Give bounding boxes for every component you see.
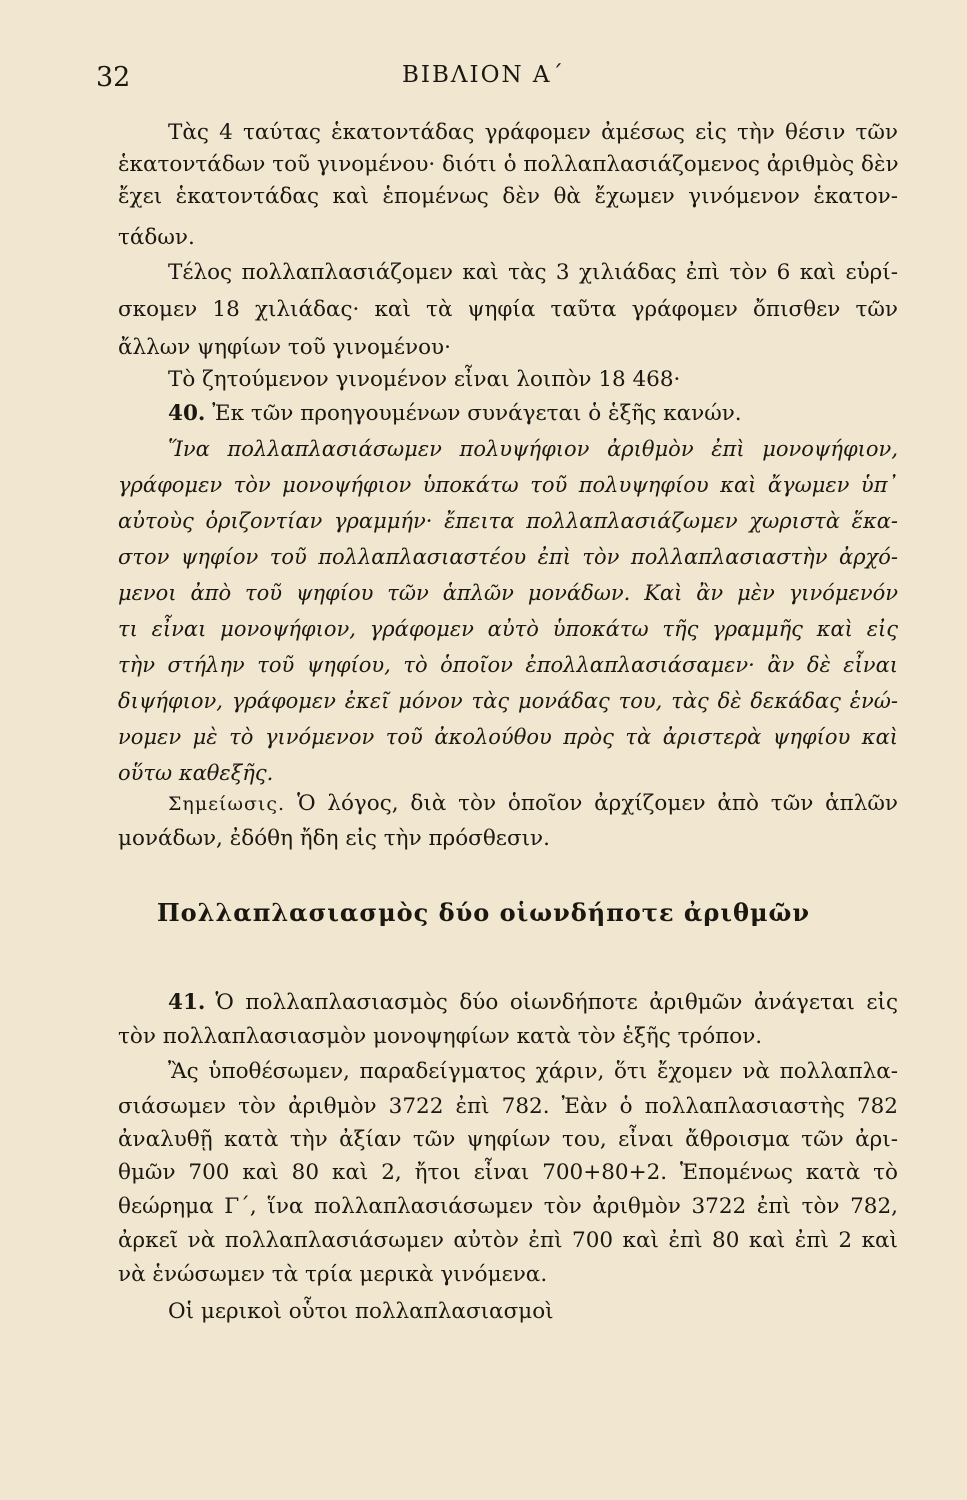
section-title: Πολλαπλασιασμὸς δύο οἱωνδήποτε ἀριθμῶν	[156, 898, 811, 927]
text-line: Τὸ ζητούμενον γινομένον εἶναι λοιπὸν 18 468·	[168, 367, 681, 392]
text-line: θεώρημα Γ΄, ἵνα πολλαπλασιάσωμεν τὸν ἀριθμὸν 3722 ἐπὶ τὸν 782,	[118, 1194, 898, 1219]
text-line: σκομεν 18 χιλιάδας· καὶ τὰ ψηφία ταῦτα γράφομεν ὄπισθεν τῶν	[118, 297, 898, 322]
text-line: Τέλος πολλαπλασιάζομεν καὶ τὰς 3 χιλιάδας ἐπὶ τὸν 6 καὶ εὑρί-	[168, 260, 898, 285]
text-line: Ἂς ὑποθέσωμεν, παραδείγματος χάριν, ὅτι ἔχομεν νὰ πολλαπλα-	[168, 1059, 898, 1084]
rule-line: στον ψηφίον τοῦ πολλαπλασιαστέου ἐπὶ τὸν πολλαπλασιαστὴν ἀρχό-	[118, 545, 898, 569]
rule-line: γράφομεν τὸν μονοψήφιον ὑποκάτω τοῦ πολυψηφίου καὶ ἄγωμεν ὑπ᾽	[118, 473, 898, 497]
section-41-first-line	[168, 988, 898, 1018]
note-line	[168, 789, 898, 819]
text-line: τὸν πολλαπλασιασμὸν μονοψηφίων κατὰ τὸν ἑξῆς τρόπον.	[118, 1024, 763, 1049]
text-line: Τὰς 4 ταύτας ἑκατοντάδας γράφομεν ἀμέσως εἰς τὴν θέσιν τῶν	[168, 120, 898, 145]
text-line: θμῶν 700 καὶ 80 καὶ 2, ἤτοι εἶναι 700+80+2. Ἑπομένως κατὰ τὸ	[118, 1160, 898, 1185]
text-line: ἀρκεῖ νὰ πολλαπλασιάσωμεν αὐτὸν ἐπὶ 700 καὶ ἐπὶ 80 καὶ ἐπὶ 2 καὶ	[118, 1228, 898, 1253]
rule-line: τὴν στήλην τοῦ ψηφίου, τὸ ὁποῖον ἐπολλαπλασιάσαμεν· ἂν δὲ εἶναι	[118, 653, 898, 677]
text-line: νὰ ἑνώσωμεν τὰ τρία μερικὰ γινόμενα.	[118, 1262, 548, 1287]
text-line: ἄλλων ψηφίων τοῦ γινομένου·	[118, 335, 451, 360]
rule-line: μενοι ἀπὸ τοῦ ψηφίου τῶν ἁπλῶν μονάδων. Καὶ ἂν μὲν γινόμενόν	[118, 581, 898, 605]
running-title: ΒΙΒΛΙΟΝ Α΄	[402, 62, 565, 88]
text-line: ἑκατοντάδων τοῦ γινομένου· διότι ὁ πολλαπλασιάζομενος ἀριθμὸς δὲν	[118, 152, 899, 177]
text-line: ἀναλυθῇ κατὰ τὴν ἀξίαν τῶν ψηφίων του, εἶναι ἄθροισμα τῶν ἀρι-	[118, 1127, 898, 1152]
rule-line: οὕτω καθεξῆς.	[118, 761, 274, 785]
section-40-intro: Ἐκ τῶν προηγουμένων συνάγεται ὁ ἑξῆς κανών.	[212, 401, 742, 426]
note-label: Σημείωσις.	[168, 793, 286, 815]
text-line: Ὁ πολλαπλασιασμὸς δύο οἱωνδήποτε ἀριθμῶν ἀνάγεται εἰς	[215, 990, 898, 1015]
rule-line: αὐτοὺς ὁριζοντίαν γραμμήν· ἔπειτα πολλαπλασιάζωμεν χωριστὰ ἕκα-	[118, 509, 898, 533]
page-number: 32	[96, 62, 131, 93]
rule-line: νομεν μὲ τὸ γινόμενον τοῦ ἀκολούθου πρὸς τὰ ἀριστερὰ ψηφίου καὶ	[118, 725, 898, 749]
text-line: τάδων.	[118, 225, 195, 250]
section-40-intro-line	[168, 399, 898, 429]
text-line: Οἱ μερικοὶ οὗτοι πολλαπλασιασμοὶ	[168, 1299, 554, 1324]
rule-line: τι εἶναι μονοψήφιον, γράφομεν αὐτὸ ὑποκάτω τῆς γραμμῆς καὶ εἰς	[118, 617, 898, 641]
section-number: 41.	[168, 990, 206, 1015]
text-line: ἔχει ἑκατοντάδας καὶ ἑπομένως δὲν θὰ ἔχωμεν γινόμενον ἑκατον-	[118, 184, 898, 209]
note-text: Ὁ λόγος, διὰ τὸν ὁποῖον ἀρχίζομεν ἀπὸ τῶν ἁπλῶν	[297, 791, 898, 816]
section-number: 40.	[168, 401, 206, 426]
text-line: σιάσωμεν τὸν ἀριθμὸν 3722 ἐπὶ 782. Ἐὰν ὁ πολλαπλασιαστὴς 782	[118, 1094, 898, 1119]
rule-line: διψήφιον, γράφομεν ἐκεῖ μόνον τὰς μονάδας του, τὰς δὲ δεκάδας ἑνώ-	[118, 689, 898, 713]
note-line: μονάδων, ἐδόθη ἤδη εἰς τὴν πρόσθεσιν.	[118, 826, 550, 851]
rule-line: Ἵνα πολλαπλασιάσωμεν πολυψήφιον ἀριθμὸν ἐπὶ μονοψήφιον,	[168, 437, 898, 461]
